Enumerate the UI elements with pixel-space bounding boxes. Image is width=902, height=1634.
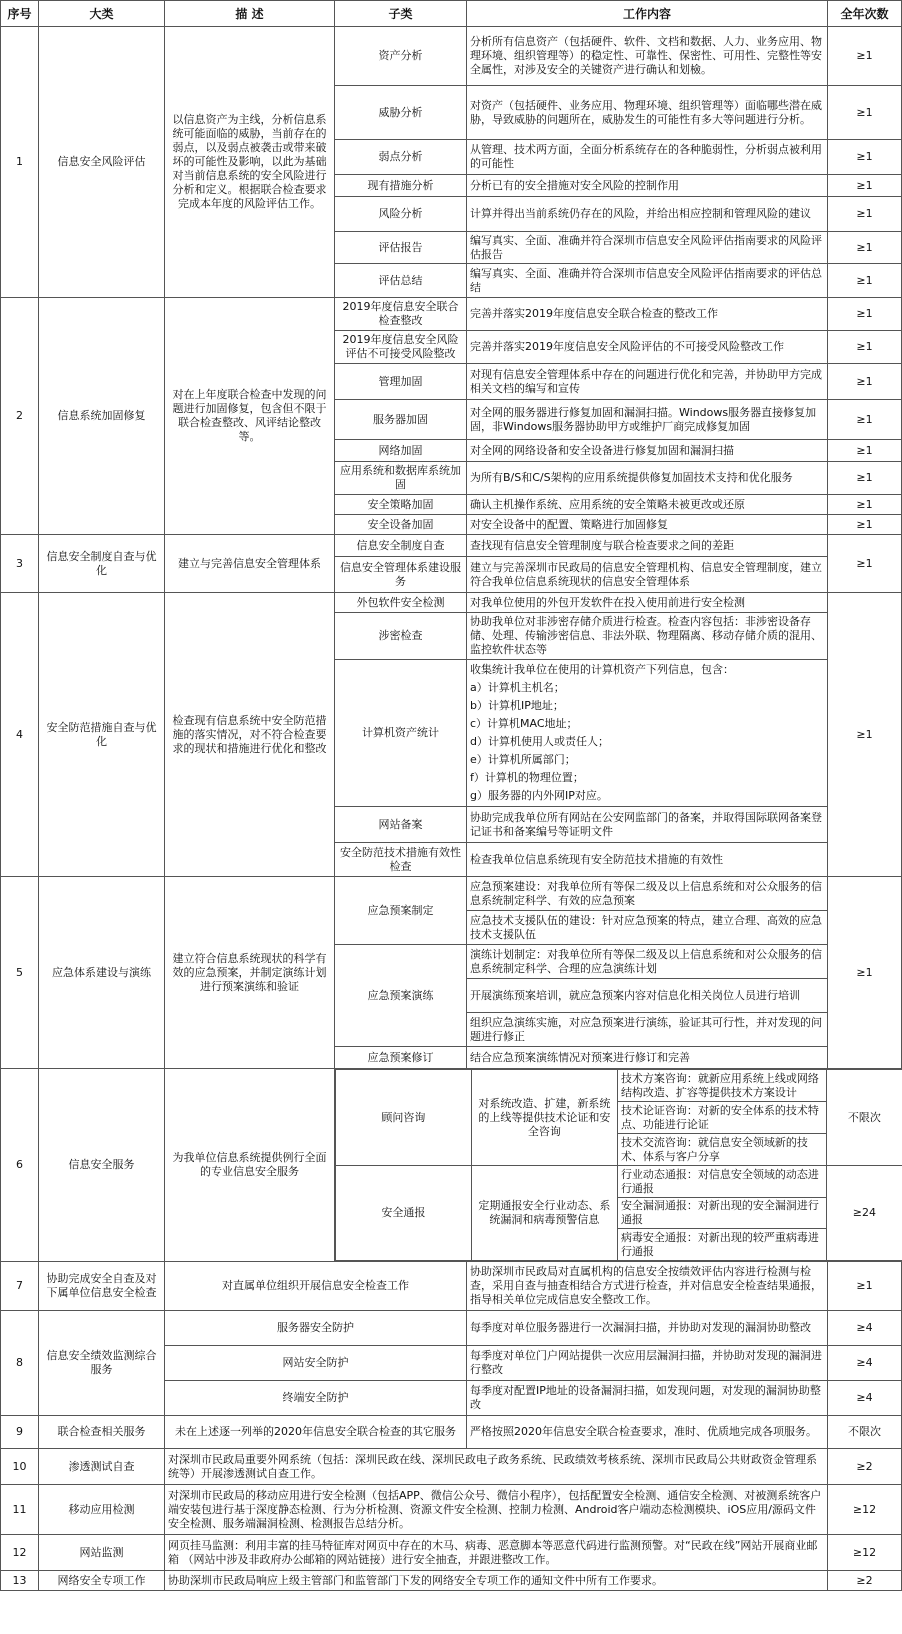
subcategory-cell: 应急预案演练 — [335, 945, 467, 1047]
category-cell: 信息安全风险评估 — [39, 27, 165, 298]
work-content-cell: 编写真实、全面、准确并符合深圳市信息安全风险评估指南要求的风险评估报告 — [467, 232, 828, 264]
count-cell: ≥24 — [826, 1166, 901, 1261]
work-content-cell: 应急预案建设：对我单位所有等保二级及以上信息系统和对公众服务的信息系统制定科学、有效的应急预案 — [467, 877, 828, 911]
count-cell: ≥12 — [828, 1535, 902, 1571]
category-cell: 渗透测试自查 — [39, 1449, 165, 1485]
work-content-cell: 开展演练预案培训，就应急预案内容对信息化相关岗位人员进行培训 — [467, 979, 828, 1013]
work-content-cell: 对全网的服务器进行修复加固和漏洞扫描。Windows服务器直接修复加固，非Windows服务器协助甲方或维护厂商完成修复加固 — [467, 400, 828, 440]
header-row — [1, 1, 902, 27]
work-content-cell: 完善并落实2019年度信息安全联合检查的整改工作 — [467, 298, 828, 331]
work-content-cell: 严格按照2020年信息安全联合检查要求，准时、优质地完成各项服务。 — [467, 1416, 828, 1449]
table-row — [1, 1262, 902, 1311]
row-number: 3 — [1, 535, 39, 593]
count-cell: ≥4 — [828, 1381, 902, 1416]
count-cell: 不限次 — [826, 1070, 901, 1166]
work-content-cell: 对全网的网络设备和安全设备进行修复加固和漏洞扫描 — [467, 440, 828, 462]
subcategory-cell: 资产分析 — [335, 27, 467, 86]
row-number: 1 — [1, 27, 39, 298]
count-cell: ≥1 — [828, 86, 902, 140]
category-cell: 信息安全绩效监测综合服务 — [39, 1311, 165, 1416]
detail-cell: 病毒安全通报：对新出现的较严重病毒进行通报 — [617, 1229, 826, 1261]
count-cell: ≥1 — [828, 1262, 902, 1311]
subcategory-cell: 服务器安全防护 — [165, 1311, 467, 1346]
subcategory-cell: 风险分析 — [335, 197, 467, 232]
header-no: 序号 — [1, 1, 39, 27]
description-cell: 对深圳市民政局的移动应用进行安全检测（包括APP、微信公众号、微信小程序），包括配置安全检测、通信安全检测、对被测系统客户端安装包进行基于深度静态检测、行为分析检测、资源文件安全检测、控制力检测、Android客户端动态检测模块、iOS应用/源码文件安全检测、服务端漏洞检测、检测报告总结分析。 — [165, 1485, 828, 1535]
category-cell: 网站监测 — [39, 1535, 165, 1571]
work-content-cell: 对安全设备中的配置、策略进行加固修复 — [467, 515, 828, 535]
count-cell: ≥2 — [828, 1571, 902, 1591]
count-cell: ≥1 — [828, 593, 902, 877]
subcategory-cell: 应用系统和数据库系统加固 — [335, 462, 467, 495]
count-cell: ≥4 — [828, 1346, 902, 1381]
row-number: 8 — [1, 1311, 39, 1416]
subcategory-cell: 安全策略加固 — [335, 495, 467, 515]
work-content-cell: 每季度对单位门户网站提供一次应用层漏洞扫描，并协助对发现的漏洞进行整改 — [467, 1346, 828, 1381]
table-row — [1, 27, 902, 86]
work-content-cell: 查找现有信息安全管理制度与联合检查要求之间的差距 — [467, 535, 828, 557]
subcategory-cell: 网络加固 — [335, 440, 467, 462]
asset-item: d）计算机使用人或责任人； — [470, 735, 609, 748]
count-cell: ≥1 — [828, 197, 902, 232]
count-cell: ≥1 — [828, 175, 902, 197]
row-number: 5 — [1, 877, 39, 1069]
description-cell: 协助深圳市民政局响应上级主管部门和监管部门下发的网络安全专项工作的通知文件中所有工作要求。 — [165, 1571, 828, 1591]
row-number: 11 — [1, 1485, 39, 1535]
subcategory-cell: 2019年度信息安全联合检查整改 — [335, 298, 467, 331]
table-row — [1, 593, 902, 613]
subcategory-cell: 外包软件安全检测 — [335, 593, 467, 613]
subcategory-cell: 计算机资产统计 — [335, 660, 467, 807]
subcategory-cell: 安全设备加固 — [335, 515, 467, 535]
asset-item: g）服务器的内外网IP对应。 — [470, 789, 608, 802]
summary-cell: 定期通报安全行业动态、系统漏洞和病毒预警信息 — [471, 1166, 617, 1261]
description-cell: 为我单位信息系统提供例行全面的专业信息安全服务 — [165, 1069, 335, 1262]
work-content-cell: 对现有信息安全管理体系中存在的问题进行优化和完善，并协助甲方完成相关文档的编写和宣传 — [467, 364, 828, 400]
table-row — [1, 298, 902, 331]
work-content-cell: 完善并落实2019年度信息安全风险评估的不可接受风险整改工作 — [467, 331, 828, 364]
work-content-cell: 分析已有的安全措施对安全风险的控制作用 — [467, 175, 828, 197]
count-cell: ≥1 — [828, 27, 902, 86]
header-subcategory: 子类 — [335, 1, 467, 27]
count-cell: ≥1 — [828, 877, 902, 1069]
count-cell: ≥1 — [828, 232, 902, 264]
asset-item: f）计算机的物理位置； — [470, 771, 584, 784]
subcategory-cell: 评估报告 — [335, 232, 467, 264]
subcategory-cell: 终端安全防护 — [165, 1381, 467, 1416]
work-content-cell: 协助完成我单位所有网站在公安网监部门的备案，并取得国际联网备案登记证书和备案编号等证明文件 — [467, 807, 828, 843]
description-cell: 对直属单位组织开展信息安全检查工作 — [165, 1262, 467, 1311]
detail-cell: 安全漏洞通报：对新出现的安全漏洞进行通报 — [617, 1198, 826, 1229]
work-content-cell: 为所有B/S和C/S架构的应用系统提供修复加固技术支持和优化服务 — [467, 462, 828, 495]
detail-cell: 技术方案咨询：就新应用系统上线或网络结构改造、扩容等提供技术方案设计 — [617, 1070, 826, 1102]
subcategory-cell: 管理加固 — [335, 364, 467, 400]
row-number: 12 — [1, 1535, 39, 1571]
asset-item: e）计算机所属部门； — [470, 753, 576, 766]
table-row — [1, 535, 902, 557]
work-content-cell: 协助深圳市民政局对直属机构的信息安全按绩效评估内容进行检测与检查，采用自查与抽查相结合方式进行检查，并对信息安全检查结果通报，指导相关单位完成信息安全整改工作。 — [467, 1262, 828, 1311]
header-annual-count: 全年次数 — [828, 1, 902, 27]
table-row — [1, 1069, 902, 1262]
description-cell: 网页挂马监测：利用丰富的挂马特征库对网页中存在的木马、病毒、恶意脚本等恶意代码进行监测预警。对“民政在线”网站开展商业邮箱 （网站中涉及非政府办公邮箱的网站链接）进行安全抽查，并跟进整改工作。 — [165, 1535, 828, 1571]
work-content-cell: 每季度对配置IP地址的设备漏洞扫描，如发现问题，对发现的漏洞协助整改 — [467, 1381, 828, 1416]
subcategory-cell: 评估总结 — [335, 264, 467, 298]
count-cell: ≥1 — [828, 264, 902, 298]
category-cell: 信息安全服务 — [39, 1069, 165, 1262]
category-cell: 应急体系建设与演练 — [39, 877, 165, 1069]
count-cell: ≥1 — [828, 331, 902, 364]
count-cell: ≥1 — [828, 400, 902, 440]
subcategory-cell: 信息安全管理体系建设服务 — [335, 557, 467, 593]
table-row — [336, 1070, 902, 1102]
category-cell: 联合检查相关服务 — [39, 1416, 165, 1449]
table-row — [1, 1449, 902, 1485]
work-content-cell: 确认主机操作系统、应用系统的安全策略未被更改或还原 — [467, 495, 828, 515]
work-content-cell: 组织应急演练实施，对应急预案进行演练，验证其可行性，并对发现的问题进行修正 — [467, 1013, 828, 1047]
subcategory-cell: 信息安全制度自查 — [335, 535, 467, 557]
service-subtable-cell — [335, 1069, 902, 1262]
work-content-cell: 对资产（包括硬件、业务应用、物理环境、组织管理等）面临哪些潜在威胁，导致威胁的问题所在，威胁发生的可能性有多大等问题进行分析。 — [467, 86, 828, 140]
table-row — [1, 1485, 902, 1535]
count-cell: ≥1 — [828, 495, 902, 515]
count-cell: ≥1 — [828, 298, 902, 331]
category-cell: 安全防范措施自查与优化 — [39, 593, 165, 877]
subcategory-cell: 弱点分析 — [335, 140, 467, 175]
table-row — [1, 1571, 902, 1591]
table-row — [1, 1535, 902, 1571]
work-content-cell: 计算并得出当前系统仍存在的风险，并给出相应控制和管理风险的建议 — [467, 197, 828, 232]
table-row — [1, 1416, 902, 1449]
row-number: 2 — [1, 298, 39, 535]
table-row — [1, 877, 902, 911]
work-content-cell: 对我单位使用的外包开发软件在投入使用前进行安全检测 — [467, 593, 828, 613]
category-cell: 信息安全制度自查与优化 — [39, 535, 165, 593]
row-number: 7 — [1, 1262, 39, 1311]
work-content-cell: 分析所有信息资产（包括硬件、软件、文档和数据、人力、业务应用、物理环境、组织管理等）的稳定性、可靠性、保密性、可用性、完整性等安全属性，对涉及安全的关键资产进行确认和划檢。 — [467, 27, 828, 86]
table-row — [1, 1311, 902, 1346]
subcategory-cell: 服务器加固 — [335, 400, 467, 440]
count-cell: ≥4 — [828, 1311, 902, 1346]
work-content-cell — [467, 660, 828, 807]
header-work-content: 工作内容 — [467, 1, 828, 27]
summary-cell: 对系统改造、扩建，新系统的上线等提供技术论证和安全咨询 — [471, 1070, 617, 1166]
category-cell: 网络安全专项工作 — [39, 1571, 165, 1591]
row-number: 6 — [1, 1069, 39, 1262]
count-cell: ≥1 — [828, 535, 902, 593]
work-content-cell: 检查我单位信息系统现有安全防范技术措施的有效性 — [467, 843, 828, 877]
subcategory-cell: 现有措施分析 — [335, 175, 467, 197]
count-cell: ≥1 — [828, 140, 902, 175]
subcategory-cell: 应急预案修订 — [335, 1047, 467, 1069]
count-cell: ≥1 — [828, 515, 902, 535]
work-content-cell: 每季度对单位服务器进行一次漏洞扫描，并协助对发现的漏洞协助整改 — [467, 1311, 828, 1346]
count-cell: ≥2 — [828, 1449, 902, 1485]
row-number: 10 — [1, 1449, 39, 1485]
row-number: 9 — [1, 1416, 39, 1449]
subcategory-cell: 安全防范技术措施有效性检查 — [335, 843, 467, 877]
count-cell: ≥1 — [828, 440, 902, 462]
subcategory-cell: 2019年度信息安全风险评估不可接受风险整改 — [335, 331, 467, 364]
work-content-cell: 从管理、技术两方面，全面分析系统存在的各种脆弱性，分析弱点被利用的可能性 — [467, 140, 828, 175]
description-cell: 对深圳市民政局重要外网系统（包括：深圳民政在线、深圳民政电子政务系统、民政绩效考核系统、深圳市民政局公共财政资金管理系统等）开展渗透测试自查工作。 — [165, 1449, 828, 1485]
detail-cell: 技术交流咨询：就信息安全领域新的技术、体系与客户分享 — [617, 1134, 826, 1166]
work-content-cell: 协助我单位对非涉密存储介质进行检查。检查内容包括：非涉密设备存储、处理、传输涉密信息、非法外联、物理隔离、移动存储介质的混用、监控软件状态等 — [467, 613, 828, 660]
work-content-cell: 应急技术支援队伍的建设：针对应急预案的特点，建立合理、高效的应急技术支援队伍 — [467, 911, 828, 945]
count-cell: 不限次 — [828, 1416, 902, 1449]
description-cell: 以信息资产为主线，分析信息系统可能面临的威胁，当前存在的弱点，以及弱点被袭击或带来破坏的可能性及影响，以此为基础对当前信息系统的安全风险进行分析和定义。根据联合检查要求完成本年度的风险评估工作。 — [165, 27, 335, 298]
detail-cell: 技术论证咨询：对新的安全体系的技术特点、功能进行论证 — [617, 1102, 826, 1134]
description-cell: 对在上年度联合检查中发现的问题进行加固修复，包含但不限于联合检查整改、风评结论整改等。 — [165, 298, 335, 535]
description-cell: 建立符合信息系统现状的科学有效的应急预案，并制定演练计划进行预案演练和验证 — [165, 877, 335, 1069]
asset-item: a）计算机主机名； — [470, 681, 565, 694]
category-cell: 移动应用检测 — [39, 1485, 165, 1535]
count-cell: ≥12 — [828, 1485, 902, 1535]
asset-intro: 收集统计我单位在使用的计算机资产下列信息，包含： — [470, 663, 734, 676]
subcategory-cell: 网站安全防护 — [165, 1346, 467, 1381]
work-content-cell: 建立与完善深圳市民政局的信息安全管理机构、信息安全管理制度，建立符合我单位信息系统现状的信息安全管理体系 — [467, 557, 828, 593]
description-cell: 未在上述逐一列举的2020年信息安全联合检查的其它服务 — [165, 1416, 467, 1449]
category-cell: 信息系统加固修复 — [39, 298, 165, 535]
subcategory-cell: 网站备案 — [335, 807, 467, 843]
table-row — [336, 1166, 902, 1198]
header-category: 大类 — [39, 1, 165, 27]
row-number: 4 — [1, 593, 39, 877]
detail-cell: 行业动态通报：对信息安全领域的动态进行通报 — [617, 1166, 826, 1198]
subcategory-cell: 威胁分析 — [335, 86, 467, 140]
subcategory-cell: 安全通报 — [336, 1166, 472, 1261]
subcategory-cell: 涉密检查 — [335, 613, 467, 660]
row-number: 13 — [1, 1571, 39, 1591]
count-cell: ≥1 — [828, 462, 902, 495]
subcategory-cell: 应急预案制定 — [335, 877, 467, 945]
count-cell: ≥1 — [828, 364, 902, 400]
subcategory-cell: 顾问咨询 — [336, 1070, 472, 1166]
asset-item: c）计算机MAC地址； — [470, 717, 578, 730]
description-cell: 检查现有信息系统中安全防范措施的落实情况，对不符合检查要求的现状和措施进行优化和整改 — [165, 593, 335, 877]
category-cell: 协助完成安全自查及对下属单位信息安全检查 — [39, 1262, 165, 1311]
work-content-cell: 编写真实、全面、准确并符合深圳市信息安全风险评估指南要求的评估总结 — [467, 264, 828, 298]
description-cell: 建立与完善信息安全管理体系 — [165, 535, 335, 593]
service-subtable — [335, 1069, 902, 1261]
work-content-cell: 演练计划制定：对我单位所有等保二级及以上信息系统和对公众服务的信息系统制定科学、合理的应急演练计划 — [467, 945, 828, 979]
work-content-cell: 结合应急预案演练情况对预案进行修订和完善 — [467, 1047, 828, 1069]
header-description: 描 述 — [165, 1, 335, 27]
asset-item: b）计算机IP地址； — [470, 699, 564, 712]
